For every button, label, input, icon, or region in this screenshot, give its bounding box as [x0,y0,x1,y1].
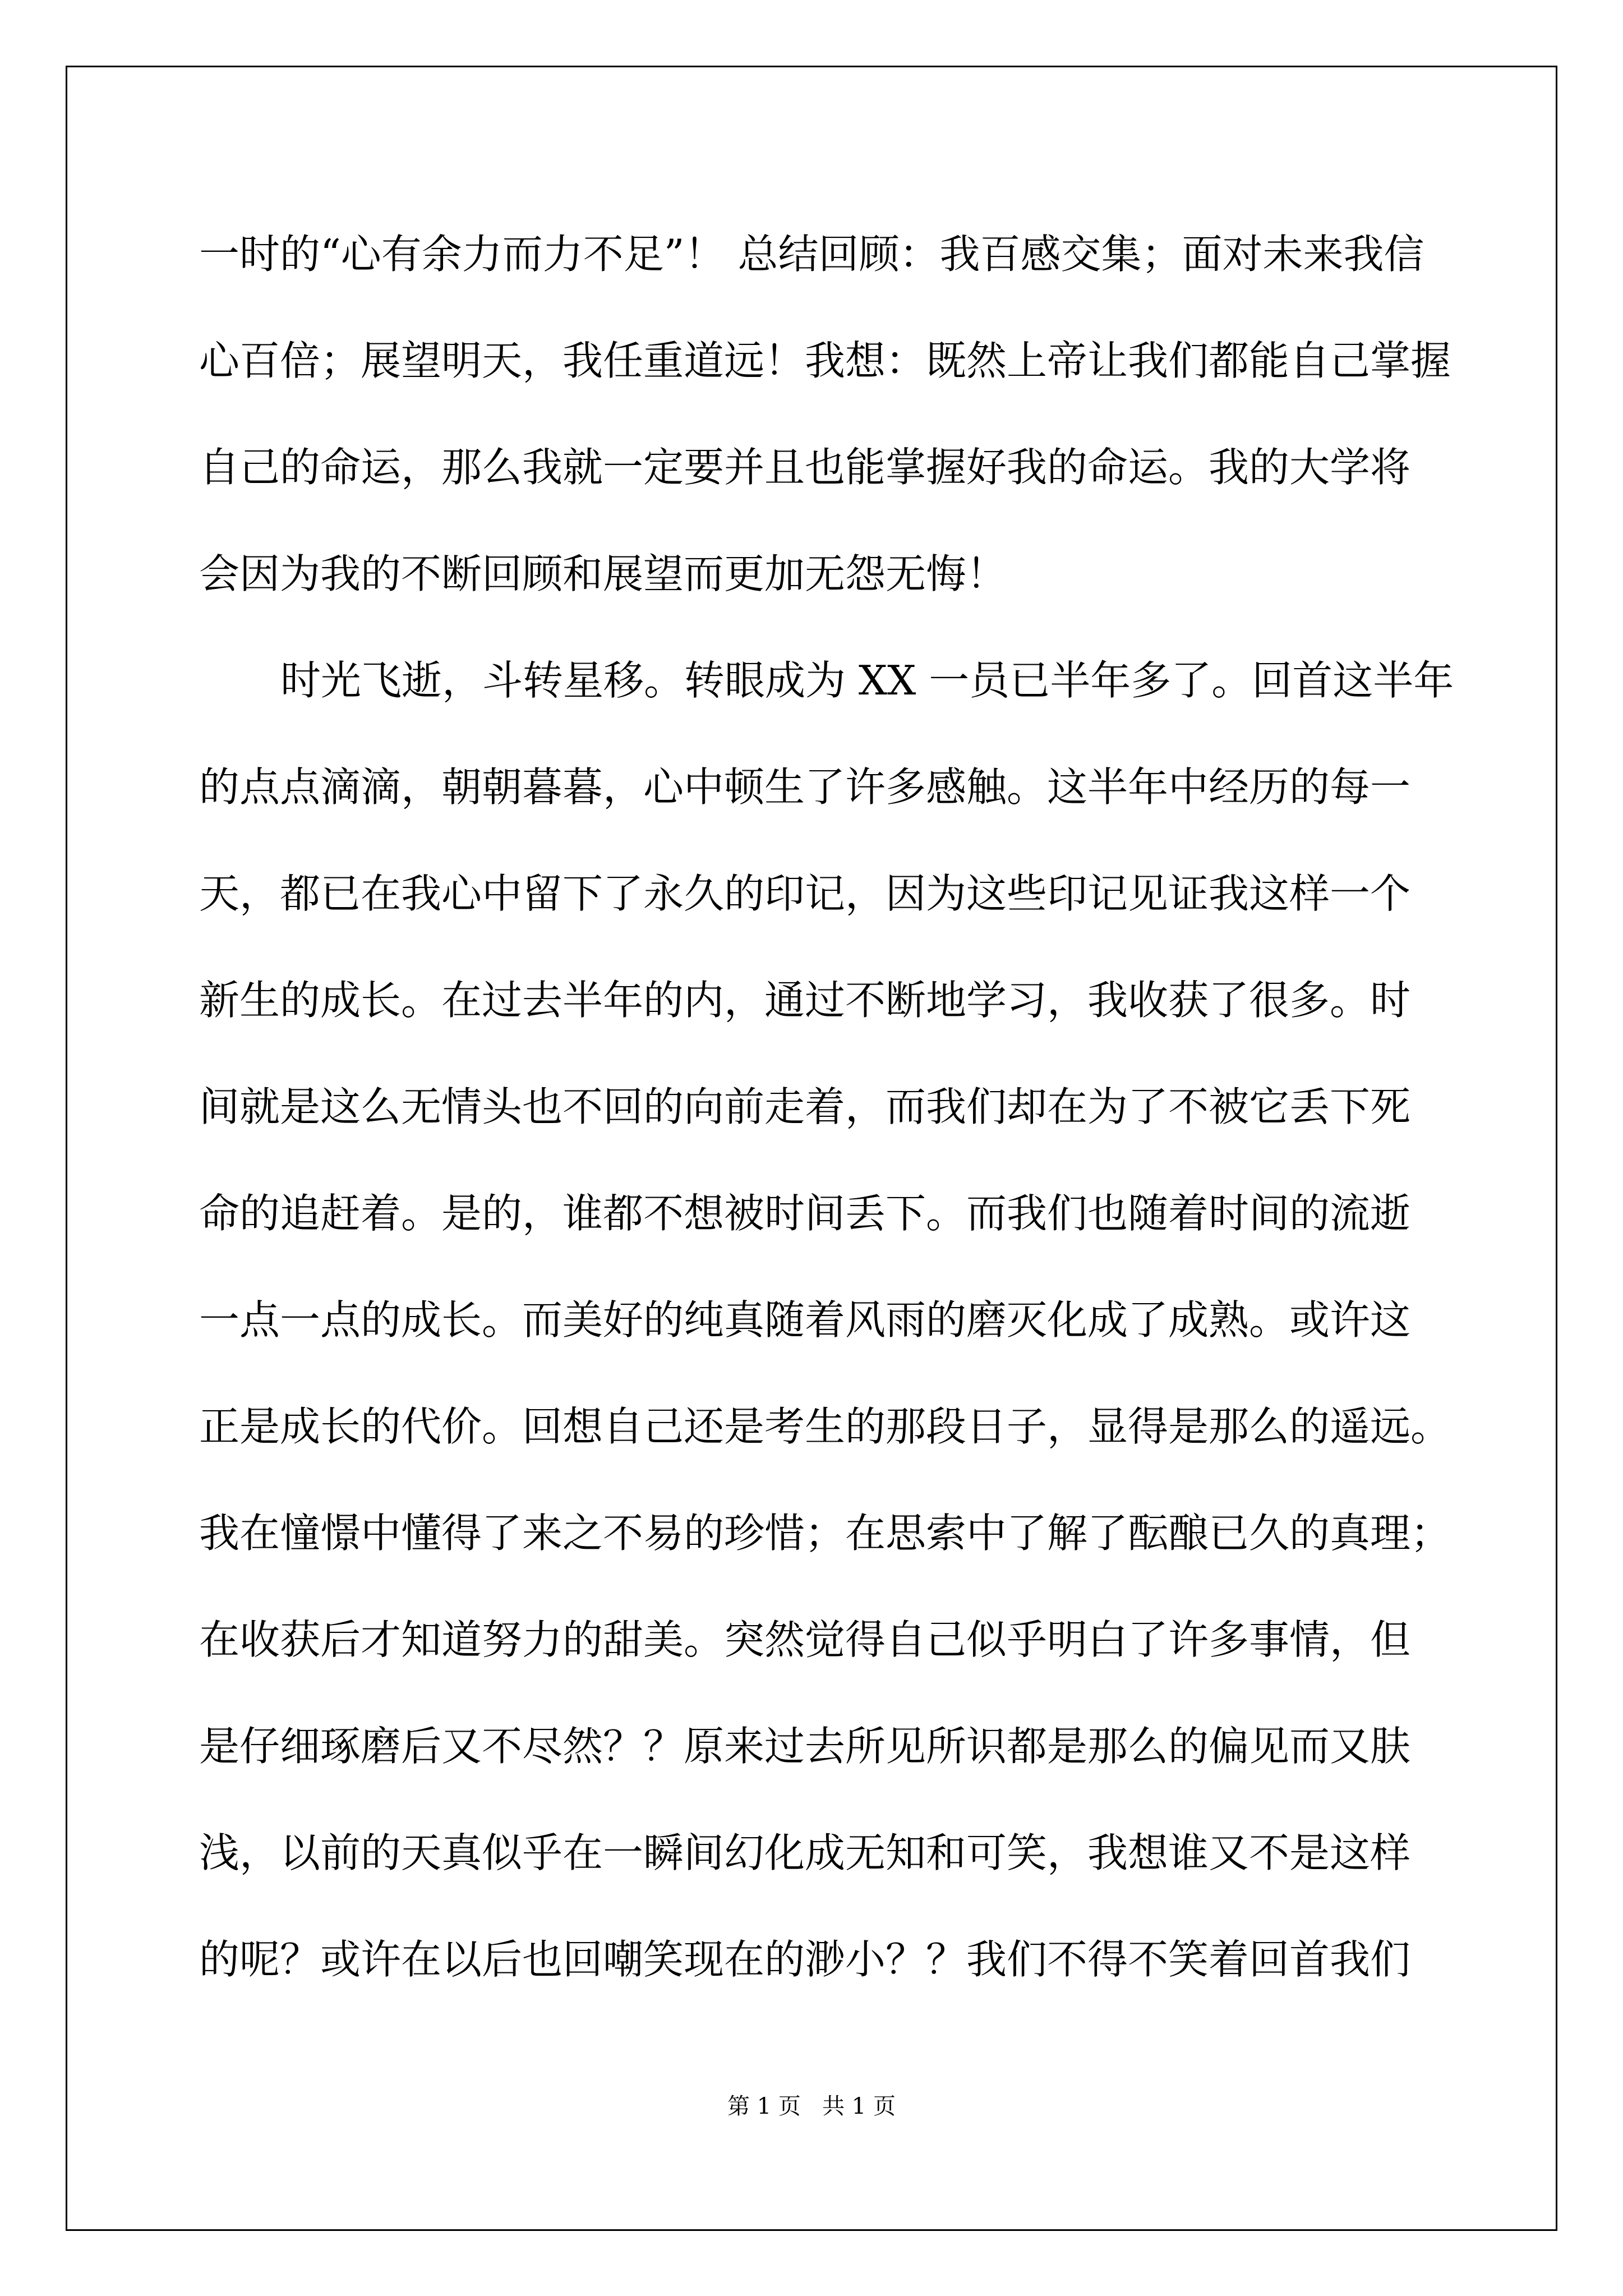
text-line: 新生的成长。在过去半年的内，通过不断地学习，我收获了很多。时 [199,977,1411,1024]
text-line: 的呢？或许在以后也回嘲笑现在的渺小？？我们不得不笑着回首我们 [199,1936,1411,1983]
page-number-footer: 第 1 页 共 1 页 [727,2093,896,2119]
text-line: 一点一点的成长。而美好的纯真随着风雨的磨灭化成了成熟。或许这 [199,1296,1411,1343]
text-line: 一时的“心有余力而力不足”！ 总结回顾：我百感交集；面对未来我信 [199,231,1424,278]
text-line: 心百倍；展望明天，我任重道远！我想：既然上帝让我们都能自己掌握 [199,337,1451,384]
text-line: 的点点滴滴，朝朝暮暮，心中顿生了许多感触。这半年中经历的每一 [199,763,1411,811]
text-line: 会因为我的不断回顾和展望而更加无怨无悔！ [199,550,1007,597]
text-line: 浅，以前的天真似乎在一瞬间幻化成无知和可笑，我想谁又不是这样 [199,1829,1411,1876]
text-line: 正是成长的代价。回想自己还是考生的那段日子，显得是那么的遥远。 [199,1403,1451,1450]
page-border [66,66,1557,2231]
text-line: 是仔细琢磨后又不尽然？？原来过去所见所识都是那么的偏见而又肤 [199,1723,1411,1770]
text-line: 在收获后才知道努力的甜美。突然觉得自己似乎明白了许多事情，但 [199,1616,1411,1663]
text-line: 天，都已在我心中留下了永久的印记，因为这些印记见证我这样一个 [199,870,1411,917]
paragraph-first-line: 时光飞逝，斗转星移。转眼成为 XX 一员已半年多了。回首这半年 [280,657,1454,704]
text-line: 我在憧憬中懂得了来之不易的珍惜；在思索中了解了酝酿已久的真理； [199,1510,1451,1557]
text-line: 自己的命运，那么我就一定要并且也能掌握好我的命运。我的大学将 [199,444,1411,491]
text-line: 间就是这么无情头也不回的向前走着，而我们却在为了不被它丢下死 [199,1083,1411,1130]
text-line: 命的追赶着。是的，谁都不想被时间丢下。而我们也随着时间的流逝 [199,1190,1411,1237]
